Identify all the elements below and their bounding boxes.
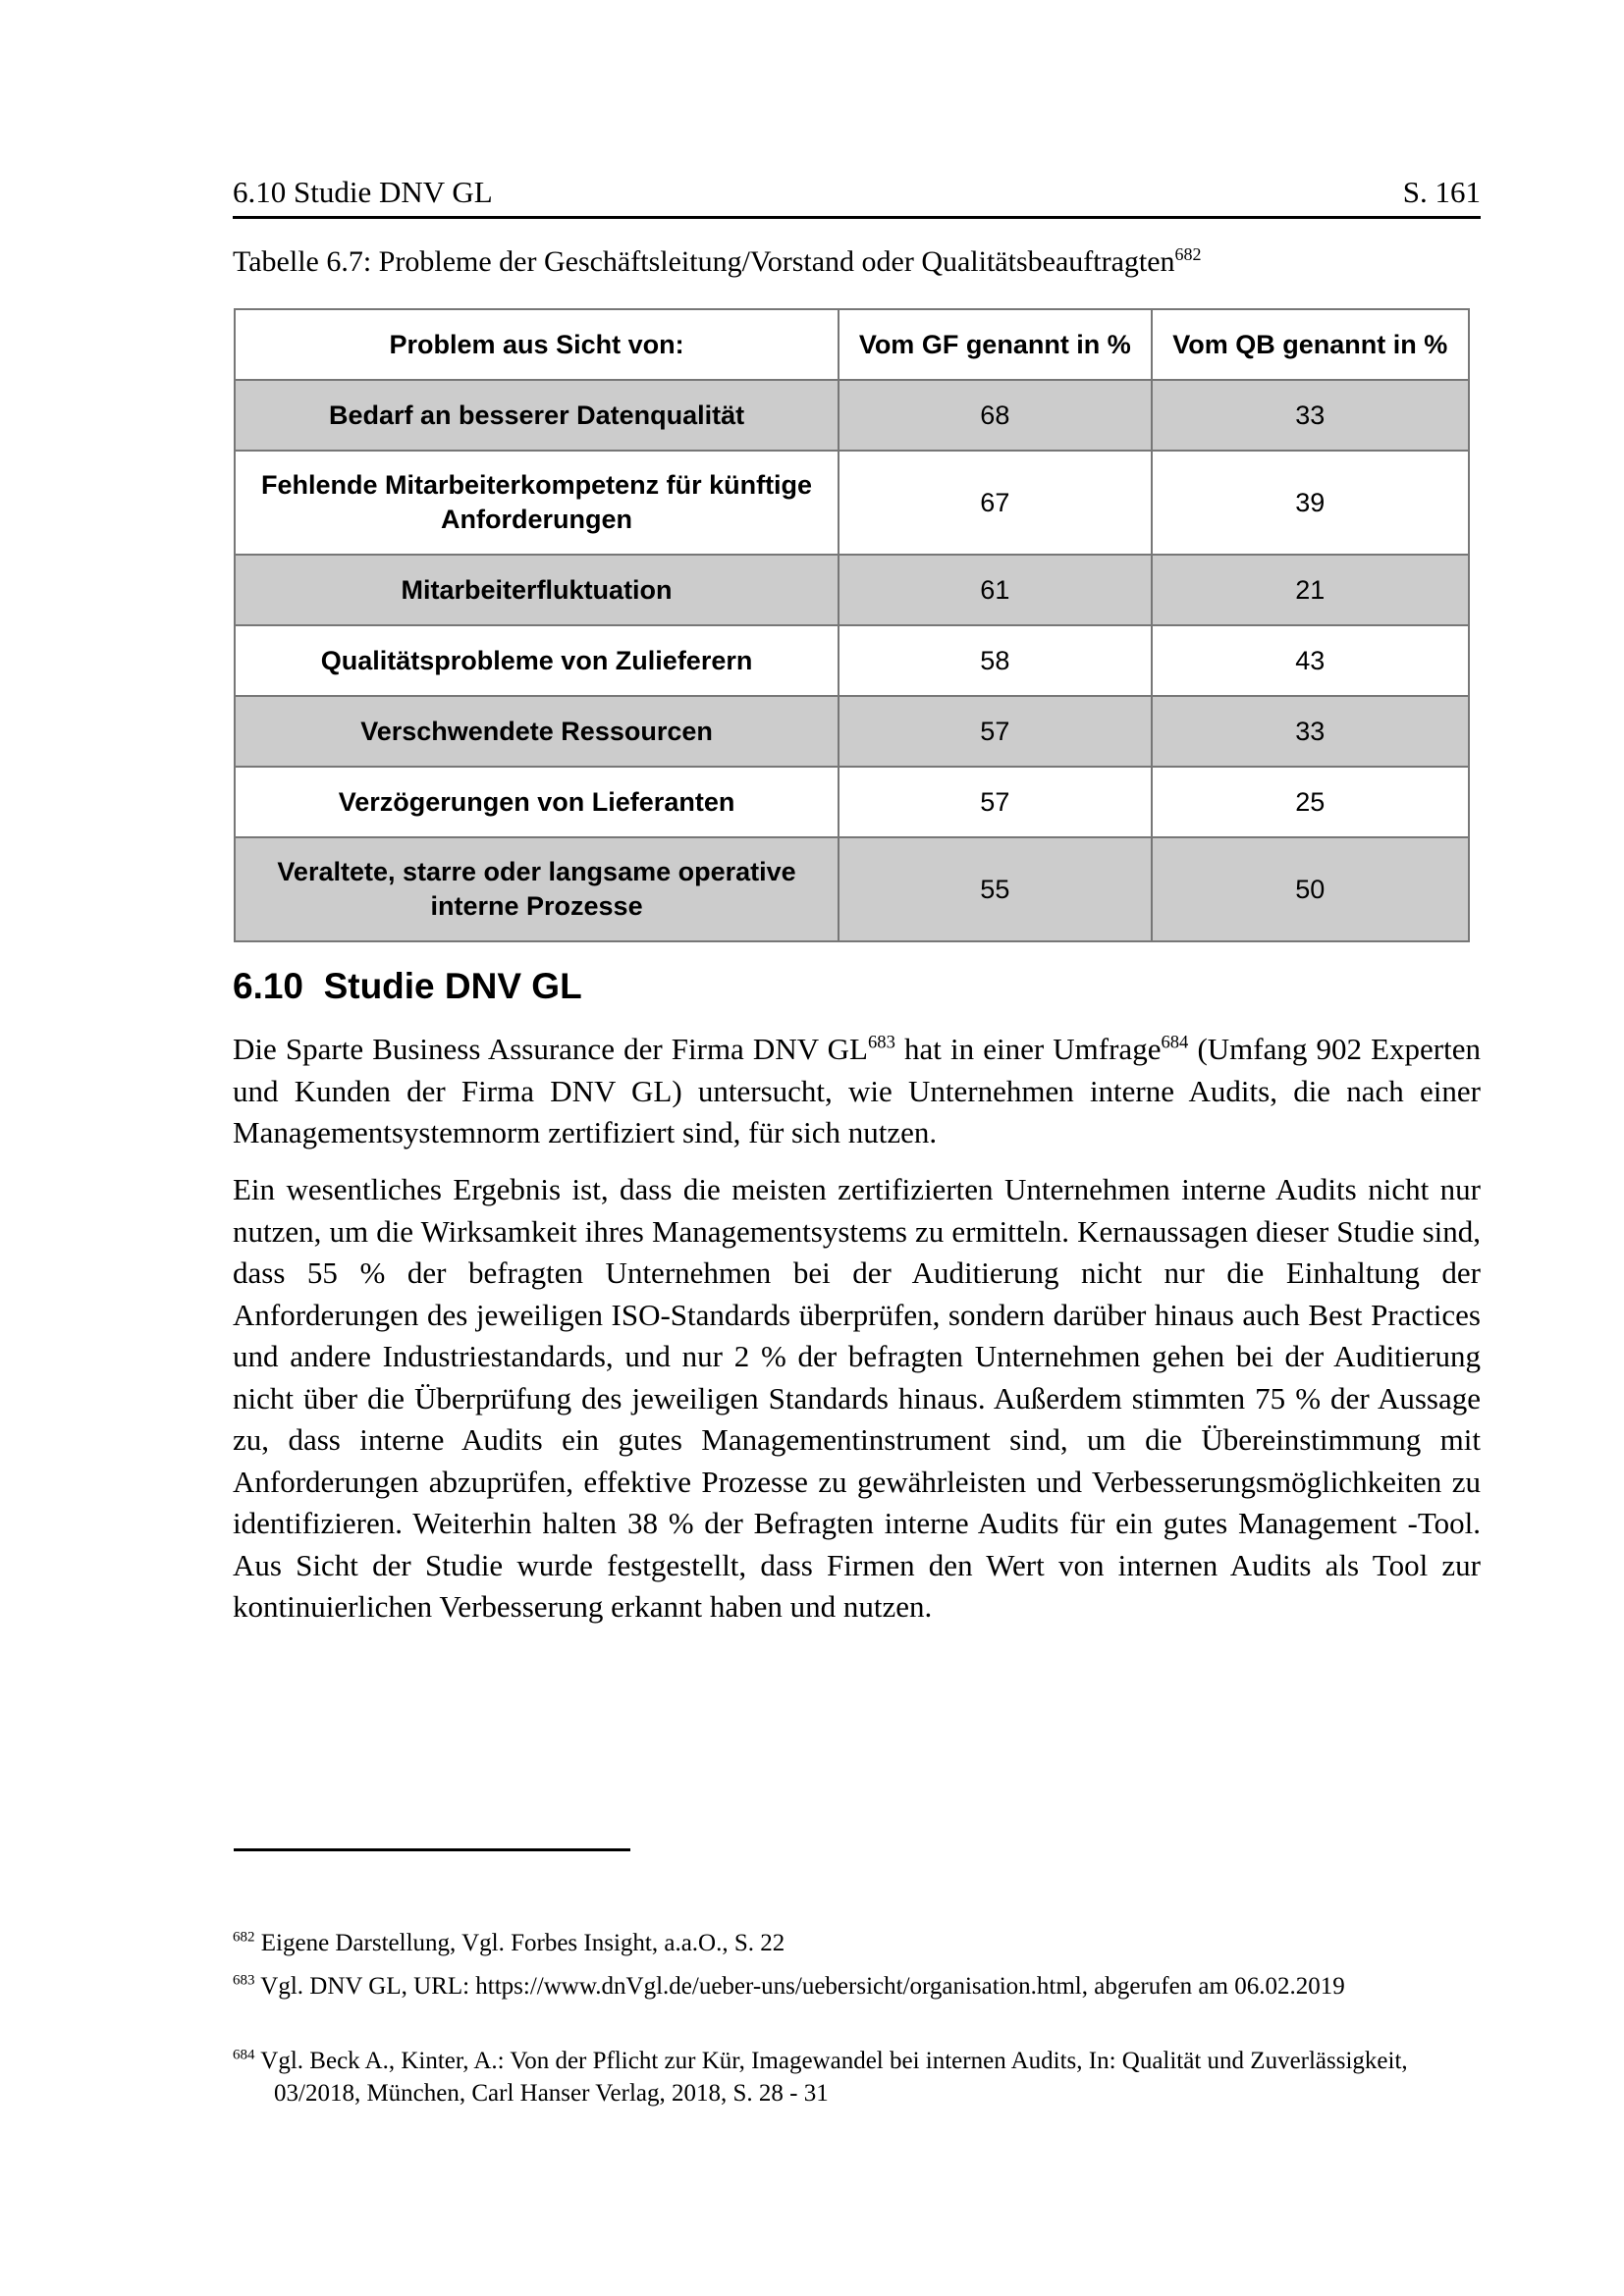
column-header: Problem aus Sicht von: [235,309,839,380]
column-header: Vom QB genannt in % [1152,309,1469,380]
gf-cell: 58 [839,625,1151,696]
problem-cell: Fehlende Mitarbeiterkompetenz für künftige Anforderungen [235,451,839,555]
running-header [233,175,1481,219]
gf-cell: 61 [839,555,1151,625]
table-header-row [235,309,1469,380]
problems-table [234,308,1470,942]
problem-cell: Verzögerungen von Lieferanten [235,767,839,837]
table-row [235,451,1469,555]
table-row [235,767,1469,837]
gf-cell: 57 [839,696,1151,767]
footnote [233,1927,1481,1959]
footnote [233,1970,1481,2002]
table-caption [233,245,1202,279]
qb-cell: 33 [1152,380,1469,451]
qb-cell: 50 [1152,837,1469,941]
gf-cell: 57 [839,767,1151,837]
problem-cell: Bedarf an besserer Datenqualität [235,380,839,451]
footnote-number: 684 [233,2047,255,2063]
footnote-ref[interactable]: 682 [1174,244,1202,264]
footnote-text: Vgl. Beck A., Kinter, A.: Von der Pflicht zur Kür, Imagewandel bei internen Audits, In: Qualität und Zuverlässigkeit, 03/2018, München, Carl Hanser Verlag, 2018, S. 28 - 31 [254,2048,1408,2107]
text-run: hat in einer Umfrage [894,1032,1162,1066]
gf-cell: 68 [839,380,1151,451]
caption-text: Tabelle 6.7: Probleme der Geschäftsleitung/Vorstand oder Qualitätsbeauftragten [233,245,1175,278]
problem-cell: Veraltete, starre oder langsame operative interne Prozesse [235,837,839,941]
table-row [235,555,1469,625]
body-paragraph [233,1029,1481,1154]
qb-cell: 43 [1152,625,1469,696]
header-section-title: 6.10 Studie DNV GL [233,175,493,209]
text-run: Die Sparte Business Assurance der Firma DNV GL [233,1032,868,1066]
footnote-number: 682 [233,1929,255,1946]
footnote-ref[interactable]: 683 [867,1032,895,1053]
gf-cell: 67 [839,451,1151,555]
section-heading: 6.10 Studie DNV GL [233,966,582,1006]
qb-cell: 33 [1152,696,1469,767]
footnote-text: Eigene Darstellung, Vgl. Forbes Insight, a.a.O., S. 22 [254,1930,785,1956]
footnote [233,2045,1481,2109]
table-row [235,696,1469,767]
qb-cell: 21 [1152,555,1469,625]
footnote-ref[interactable]: 684 [1161,1032,1189,1053]
footnote-divider [234,1848,630,1851]
problem-cell: Qualitätsprobleme von Zulieferern [235,625,839,696]
column-header: Vom GF genannt in % [839,309,1151,380]
text-run: (Umfang 902 Experten und Kunden der Firma DNV GL) untersucht, wie Unternehmen interne Audits, die nach einer Managementsystemnorm zertifiziert sind, für sich nutzen. [233,1032,1481,1149]
header-page-number: S. 161 [1402,175,1481,209]
footnote-text: Vgl. DNV GL, URL: https://www.dnVgl.de/ueber-uns/uebersicht/organisation.html, abgerufen am 06.02.2019 [254,1973,1345,2000]
table-row [235,380,1469,451]
problem-cell: Verschwendete Ressourcen [235,696,839,767]
gf-cell: 55 [839,837,1151,941]
problem-cell: Mitarbeiterfluktuation [235,555,839,625]
table-row [235,837,1469,941]
body-paragraph: Ein wesentliches Ergebnis ist, dass die meisten zertifizierten Unternehmen interne Audits nicht nur nutzen, um die Wirksamkeit ihres Managementsystems zu ermitteln. Kernaussagen dieser Studie sind, dass 55 % der befragten Unternehmen bei der Auditierung nicht nur die Einhaltung der Anforderungen des jeweiligen ISO-Standards überprüfen, sondern darüber hinaus auch Best Practices und andere Industriestandards, und nur 2 % der befragten Unternehmen gehen bei der Auditierung nicht über die Überprüfung des jeweiligen Standards hinaus. Außerdem stimmten 75 % der Aussage zu, dass interne Audits ein gutes Managementinstrument sind, um die Übereinstimmung mit Anforderungen abzuprüfen, effektive Prozesse zu gewährleisten und Verbesserungsmöglichkeiten zu identifizieren. Weiterhin halten 38 % der Befragten interne Audits für ein gutes Management -Tool. Aus Sicht der Studie wurde festgestellt, dass Firmen den Wert von internen Audits als Tool zur kontinuierlichen Verbesserung erkannt haben und nutzen. [233,1172,1481,1624]
footnote-number: 683 [233,1972,255,1989]
qb-cell: 39 [1152,451,1469,555]
table-row [235,625,1469,696]
qb-cell: 25 [1152,767,1469,837]
